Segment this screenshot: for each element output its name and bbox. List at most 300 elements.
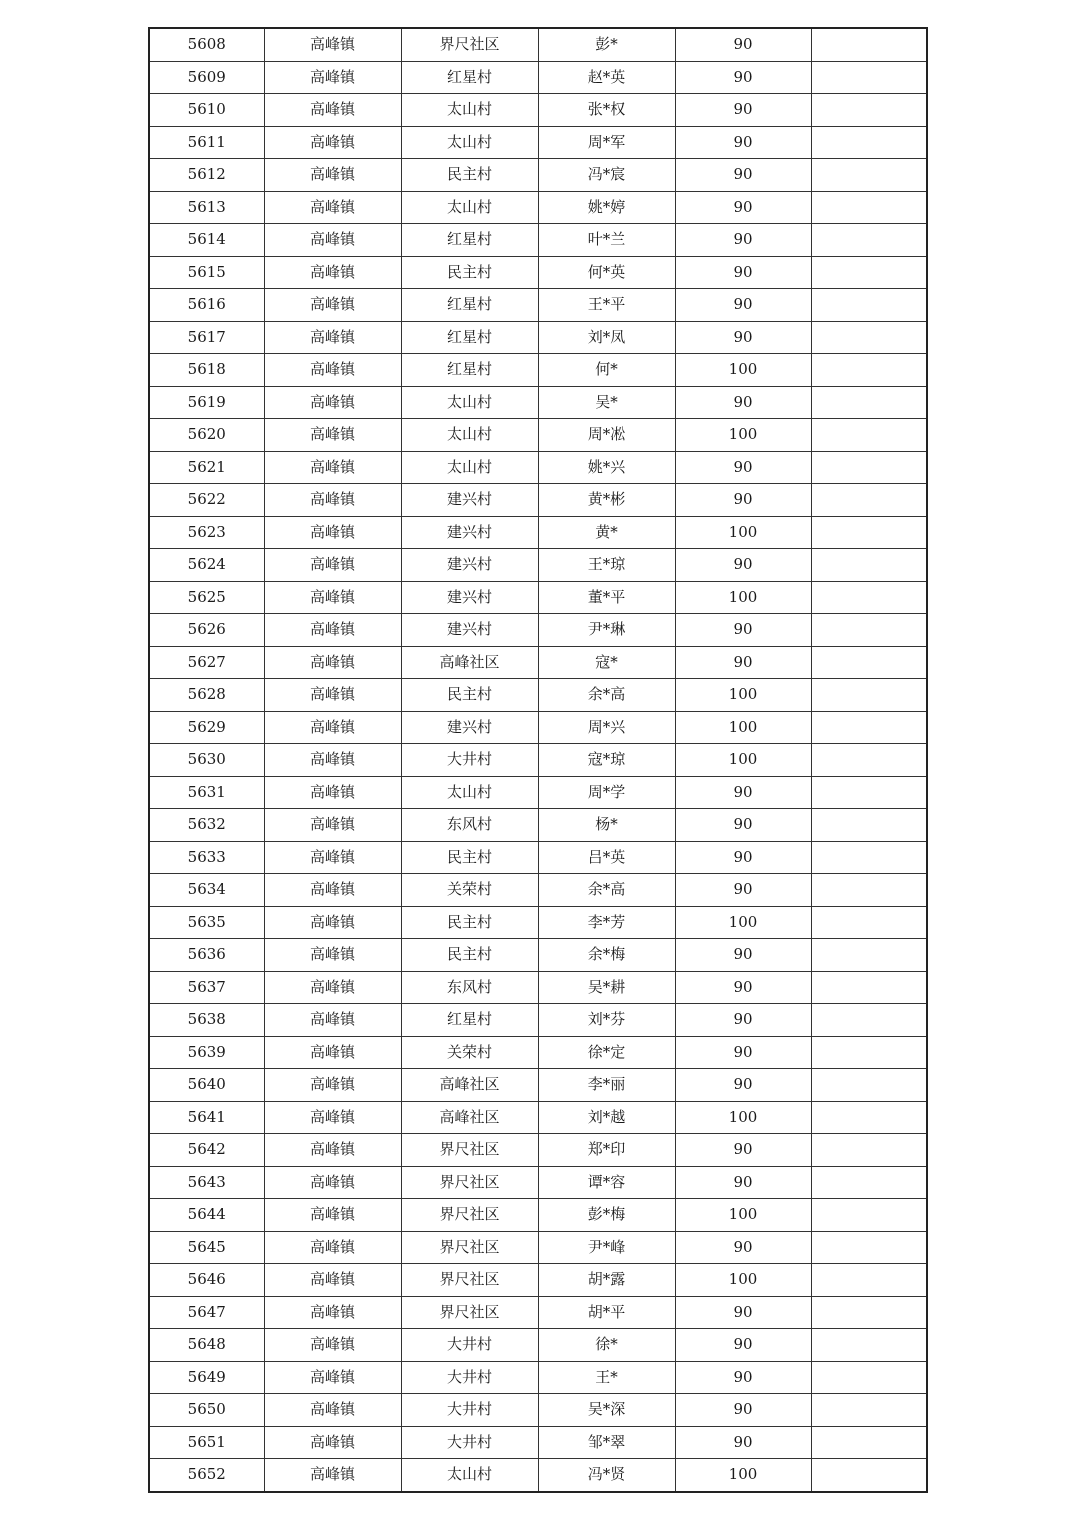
cell-amount: 100	[675, 1459, 811, 1492]
cell-name: 彭*梅	[538, 1199, 675, 1232]
cell-village: 太山村	[401, 126, 538, 159]
cell-note	[811, 386, 927, 419]
cell-amount: 100	[675, 419, 811, 452]
cell-serial-number: 5612	[149, 159, 264, 192]
cell-serial-number: 5635	[149, 906, 264, 939]
cell-name: 吕*英	[538, 841, 675, 874]
table-row	[149, 971, 927, 1004]
cell-village: 民主村	[401, 939, 538, 972]
cell-town: 高峰镇	[264, 1004, 401, 1037]
cell-town: 高峰镇	[264, 1036, 401, 1069]
table-row	[149, 646, 927, 679]
table-row	[149, 874, 927, 907]
cell-note	[811, 28, 927, 61]
cell-name: 刘*芬	[538, 1004, 675, 1037]
cell-note	[811, 1036, 927, 1069]
cell-name: 吴*耕	[538, 971, 675, 1004]
cell-amount: 90	[675, 1329, 811, 1362]
table-row	[149, 321, 927, 354]
cell-name: 徐*定	[538, 1036, 675, 1069]
cell-village: 关荣村	[401, 874, 538, 907]
cell-serial-number: 5643	[149, 1166, 264, 1199]
cell-serial-number: 5630	[149, 744, 264, 777]
table-row	[149, 1394, 927, 1427]
cell-village: 太山村	[401, 191, 538, 224]
cell-serial-number: 5609	[149, 61, 264, 94]
table-row	[149, 419, 927, 452]
table-row	[149, 1296, 927, 1329]
cell-serial-number: 5640	[149, 1069, 264, 1102]
cell-village: 太山村	[401, 1459, 538, 1492]
cell-amount: 90	[675, 614, 811, 647]
table-row	[149, 386, 927, 419]
cell-town: 高峰镇	[264, 1101, 401, 1134]
cell-town: 高峰镇	[264, 28, 401, 61]
cell-amount: 100	[675, 581, 811, 614]
cell-town: 高峰镇	[264, 711, 401, 744]
cell-amount: 90	[675, 484, 811, 517]
table-row	[149, 354, 927, 387]
cell-amount: 90	[675, 224, 811, 257]
table-row	[149, 809, 927, 842]
cell-name: 周*军	[538, 126, 675, 159]
cell-town: 高峰镇	[264, 256, 401, 289]
cell-name: 吴*深	[538, 1394, 675, 1427]
cell-amount: 90	[675, 841, 811, 874]
table-row	[149, 159, 927, 192]
cell-name: 杨*	[538, 809, 675, 842]
cell-town: 高峰镇	[264, 744, 401, 777]
cell-note	[811, 516, 927, 549]
cell-village: 大井村	[401, 1394, 538, 1427]
cell-serial-number: 5617	[149, 321, 264, 354]
table-row	[149, 451, 927, 484]
cell-town: 高峰镇	[264, 94, 401, 127]
table-row	[149, 841, 927, 874]
cell-name: 黄*彬	[538, 484, 675, 517]
table-row	[149, 1166, 927, 1199]
cell-name: 周*兴	[538, 711, 675, 744]
cell-name: 王*琼	[538, 549, 675, 582]
cell-village: 建兴村	[401, 516, 538, 549]
cell-note	[811, 1459, 927, 1492]
table-row	[149, 744, 927, 777]
cell-note	[811, 1426, 927, 1459]
cell-note	[811, 126, 927, 159]
cell-note	[811, 874, 927, 907]
cell-town: 高峰镇	[264, 549, 401, 582]
cell-serial-number: 5628	[149, 679, 264, 712]
cell-town: 高峰镇	[264, 971, 401, 1004]
table-row	[149, 549, 927, 582]
cell-town: 高峰镇	[264, 321, 401, 354]
cell-village: 太山村	[401, 776, 538, 809]
cell-note	[811, 484, 927, 517]
cell-amount: 90	[675, 1166, 811, 1199]
cell-name: 尹*琳	[538, 614, 675, 647]
cell-amount: 90	[675, 1231, 811, 1264]
cell-serial-number: 5625	[149, 581, 264, 614]
cell-note	[811, 549, 927, 582]
cell-village: 红星村	[401, 289, 538, 322]
cell-name: 张*权	[538, 94, 675, 127]
cell-note	[811, 1004, 927, 1037]
cell-amount: 100	[675, 906, 811, 939]
cell-note	[811, 841, 927, 874]
cell-amount: 90	[675, 289, 811, 322]
cell-amount: 90	[675, 159, 811, 192]
cell-village: 大井村	[401, 1361, 538, 1394]
table-row	[149, 1231, 927, 1264]
cell-town: 高峰镇	[264, 874, 401, 907]
cell-serial-number: 5638	[149, 1004, 264, 1037]
cell-village: 高峰社区	[401, 1101, 538, 1134]
table-row	[149, 126, 927, 159]
cell-village: 太山村	[401, 386, 538, 419]
cell-note	[811, 1101, 927, 1134]
cell-serial-number: 5631	[149, 776, 264, 809]
cell-serial-number: 5641	[149, 1101, 264, 1134]
cell-village: 红星村	[401, 321, 538, 354]
cell-village: 红星村	[401, 224, 538, 257]
table-row	[149, 1101, 927, 1134]
cell-village: 界尺社区	[401, 1199, 538, 1232]
cell-name: 王*	[538, 1361, 675, 1394]
table-row	[149, 679, 927, 712]
cell-name: 冯*贤	[538, 1459, 675, 1492]
cell-village: 界尺社区	[401, 1296, 538, 1329]
cell-amount: 100	[675, 679, 811, 712]
cell-town: 高峰镇	[264, 354, 401, 387]
cell-village: 界尺社区	[401, 1264, 538, 1297]
cell-serial-number: 5646	[149, 1264, 264, 1297]
cell-note	[811, 451, 927, 484]
cell-name: 王*平	[538, 289, 675, 322]
cell-note	[811, 61, 927, 94]
cell-town: 高峰镇	[264, 1231, 401, 1264]
cell-serial-number: 5626	[149, 614, 264, 647]
cell-amount: 90	[675, 971, 811, 1004]
cell-amount: 90	[675, 809, 811, 842]
cell-note	[811, 711, 927, 744]
cell-serial-number: 5622	[149, 484, 264, 517]
cell-amount: 90	[675, 321, 811, 354]
table-row	[149, 1199, 927, 1232]
cell-serial-number: 5633	[149, 841, 264, 874]
cell-serial-number: 5613	[149, 191, 264, 224]
cell-village: 太山村	[401, 94, 538, 127]
cell-town: 高峰镇	[264, 1296, 401, 1329]
cell-note	[811, 776, 927, 809]
cell-village: 东风村	[401, 971, 538, 1004]
cell-serial-number: 5614	[149, 224, 264, 257]
cell-town: 高峰镇	[264, 1459, 401, 1492]
cell-town: 高峰镇	[264, 939, 401, 972]
cell-note	[811, 744, 927, 777]
cell-town: 高峰镇	[264, 1329, 401, 1362]
cell-note	[811, 1264, 927, 1297]
cell-name: 姚*兴	[538, 451, 675, 484]
cell-serial-number: 5652	[149, 1459, 264, 1492]
cell-note	[811, 1199, 927, 1232]
cell-name: 周*学	[538, 776, 675, 809]
cell-serial-number: 5615	[149, 256, 264, 289]
cell-serial-number: 5644	[149, 1199, 264, 1232]
cell-town: 高峰镇	[264, 1199, 401, 1232]
cell-name: 冯*宸	[538, 159, 675, 192]
cell-town: 高峰镇	[264, 224, 401, 257]
cell-town: 高峰镇	[264, 679, 401, 712]
cell-name: 余*高	[538, 679, 675, 712]
cell-serial-number: 5636	[149, 939, 264, 972]
cell-town: 高峰镇	[264, 614, 401, 647]
table-row	[149, 1134, 927, 1167]
cell-village: 建兴村	[401, 711, 538, 744]
cell-village: 红星村	[401, 1004, 538, 1037]
cell-name: 赵*英	[538, 61, 675, 94]
cell-town: 高峰镇	[264, 1166, 401, 1199]
cell-serial-number: 5649	[149, 1361, 264, 1394]
cell-amount: 90	[675, 1036, 811, 1069]
table-row	[149, 939, 927, 972]
cell-village: 民主村	[401, 906, 538, 939]
table-row	[149, 711, 927, 744]
cell-amount: 90	[675, 874, 811, 907]
cell-town: 高峰镇	[264, 386, 401, 419]
cell-town: 高峰镇	[264, 126, 401, 159]
cell-village: 民主村	[401, 159, 538, 192]
cell-town: 高峰镇	[264, 419, 401, 452]
cell-note	[811, 191, 927, 224]
cell-note	[811, 809, 927, 842]
cell-town: 高峰镇	[264, 191, 401, 224]
cell-village: 高峰社区	[401, 646, 538, 679]
cell-village: 界尺社区	[401, 1166, 538, 1199]
cell-name: 徐*	[538, 1329, 675, 1362]
cell-amount: 100	[675, 1199, 811, 1232]
cell-amount: 90	[675, 61, 811, 94]
table-row	[149, 484, 927, 517]
cell-serial-number: 5647	[149, 1296, 264, 1329]
cell-serial-number: 5648	[149, 1329, 264, 1362]
cell-village: 民主村	[401, 841, 538, 874]
cell-serial-number: 5610	[149, 94, 264, 127]
table-row	[149, 61, 927, 94]
cell-village: 红星村	[401, 354, 538, 387]
table-row	[149, 906, 927, 939]
cell-amount: 90	[675, 1394, 811, 1427]
cell-amount: 100	[675, 1101, 811, 1134]
cell-village: 民主村	[401, 679, 538, 712]
cell-serial-number: 5620	[149, 419, 264, 452]
cell-note	[811, 1069, 927, 1102]
cell-name: 邹*翠	[538, 1426, 675, 1459]
cell-name: 周*凇	[538, 419, 675, 452]
cell-name: 寇*	[538, 646, 675, 679]
cell-name: 谭*容	[538, 1166, 675, 1199]
cell-amount: 90	[675, 1069, 811, 1102]
cell-note	[811, 159, 927, 192]
cell-note	[811, 321, 927, 354]
cell-name: 董*平	[538, 581, 675, 614]
cell-village: 太山村	[401, 451, 538, 484]
cell-amount: 90	[675, 1134, 811, 1167]
cell-name: 刘*凤	[538, 321, 675, 354]
roster-table-body	[149, 28, 927, 1492]
cell-amount: 90	[675, 646, 811, 679]
cell-serial-number: 5619	[149, 386, 264, 419]
cell-amount: 100	[675, 354, 811, 387]
cell-amount: 90	[675, 256, 811, 289]
cell-amount: 90	[675, 28, 811, 61]
cell-serial-number: 5651	[149, 1426, 264, 1459]
table-row	[149, 224, 927, 257]
cell-amount: 90	[675, 939, 811, 972]
cell-serial-number: 5637	[149, 971, 264, 1004]
cell-name: 胡*露	[538, 1264, 675, 1297]
cell-note	[811, 1231, 927, 1264]
cell-name: 何*英	[538, 256, 675, 289]
cell-serial-number: 5608	[149, 28, 264, 61]
cell-serial-number: 5621	[149, 451, 264, 484]
cell-amount: 90	[675, 1004, 811, 1037]
cell-note	[811, 94, 927, 127]
cell-name: 吴*	[538, 386, 675, 419]
cell-name: 黄*	[538, 516, 675, 549]
cell-serial-number: 5645	[149, 1231, 264, 1264]
cell-amount: 90	[675, 1296, 811, 1329]
cell-town: 高峰镇	[264, 289, 401, 322]
cell-amount: 100	[675, 1264, 811, 1297]
cell-note	[811, 939, 927, 972]
cell-town: 高峰镇	[264, 1426, 401, 1459]
cell-village: 界尺社区	[401, 1134, 538, 1167]
cell-note	[811, 1296, 927, 1329]
cell-village: 界尺社区	[401, 1231, 538, 1264]
table-row	[149, 1069, 927, 1102]
cell-town: 高峰镇	[264, 1134, 401, 1167]
cell-note	[811, 419, 927, 452]
cell-serial-number: 5642	[149, 1134, 264, 1167]
cell-name: 胡*平	[538, 1296, 675, 1329]
cell-note	[811, 581, 927, 614]
cell-amount: 90	[675, 1426, 811, 1459]
cell-note	[811, 1394, 927, 1427]
cell-town: 高峰镇	[264, 1394, 401, 1427]
cell-name: 余*梅	[538, 939, 675, 972]
cell-note	[811, 1329, 927, 1362]
cell-town: 高峰镇	[264, 1264, 401, 1297]
cell-name: 彭*	[538, 28, 675, 61]
table-row	[149, 191, 927, 224]
cell-village: 关荣村	[401, 1036, 538, 1069]
cell-name: 李*芳	[538, 906, 675, 939]
cell-name: 刘*越	[538, 1101, 675, 1134]
cell-note	[811, 289, 927, 322]
cell-serial-number: 5629	[149, 711, 264, 744]
cell-serial-number: 5611	[149, 126, 264, 159]
table-row	[149, 94, 927, 127]
table-row	[149, 516, 927, 549]
roster-table	[148, 27, 928, 1493]
cell-town: 高峰镇	[264, 61, 401, 94]
cell-name: 叶*兰	[538, 224, 675, 257]
cell-serial-number: 5639	[149, 1036, 264, 1069]
cell-note	[811, 614, 927, 647]
cell-village: 太山村	[401, 419, 538, 452]
cell-amount: 90	[675, 776, 811, 809]
cell-amount: 100	[675, 516, 811, 549]
table-row	[149, 256, 927, 289]
cell-village: 红星村	[401, 61, 538, 94]
cell-amount: 90	[675, 549, 811, 582]
table-row	[149, 1036, 927, 1069]
table-row	[149, 581, 927, 614]
cell-town: 高峰镇	[264, 581, 401, 614]
cell-amount: 90	[675, 451, 811, 484]
cell-note	[811, 1134, 927, 1167]
cell-serial-number: 5627	[149, 646, 264, 679]
cell-name: 尹*峰	[538, 1231, 675, 1264]
cell-note	[811, 1166, 927, 1199]
cell-serial-number: 5632	[149, 809, 264, 842]
cell-village: 东风村	[401, 809, 538, 842]
cell-town: 高峰镇	[264, 646, 401, 679]
cell-serial-number: 5650	[149, 1394, 264, 1427]
cell-serial-number: 5634	[149, 874, 264, 907]
cell-town: 高峰镇	[264, 159, 401, 192]
table-row	[149, 28, 927, 61]
cell-note	[811, 256, 927, 289]
cell-note	[811, 224, 927, 257]
cell-town: 高峰镇	[264, 906, 401, 939]
cell-village: 大井村	[401, 1426, 538, 1459]
cell-note	[811, 906, 927, 939]
cell-town: 高峰镇	[264, 1361, 401, 1394]
cell-village: 大井村	[401, 1329, 538, 1362]
cell-village: 建兴村	[401, 549, 538, 582]
cell-amount: 90	[675, 191, 811, 224]
cell-amount: 90	[675, 126, 811, 159]
cell-name: 寇*琼	[538, 744, 675, 777]
cell-town: 高峰镇	[264, 809, 401, 842]
cell-village: 建兴村	[401, 484, 538, 517]
cell-town: 高峰镇	[264, 841, 401, 874]
table-row	[149, 1426, 927, 1459]
cell-amount: 100	[675, 744, 811, 777]
cell-note	[811, 646, 927, 679]
cell-name: 余*高	[538, 874, 675, 907]
cell-serial-number: 5623	[149, 516, 264, 549]
cell-village: 高峰社区	[401, 1069, 538, 1102]
table-row	[149, 614, 927, 647]
cell-note	[811, 1361, 927, 1394]
cell-town: 高峰镇	[264, 776, 401, 809]
cell-village: 建兴村	[401, 614, 538, 647]
cell-village: 大井村	[401, 744, 538, 777]
cell-amount: 90	[675, 94, 811, 127]
cell-town: 高峰镇	[264, 1069, 401, 1102]
cell-town: 高峰镇	[264, 484, 401, 517]
cell-village: 民主村	[401, 256, 538, 289]
cell-name: 何*	[538, 354, 675, 387]
cell-note	[811, 971, 927, 1004]
table-row	[149, 289, 927, 322]
cell-name: 郑*印	[538, 1134, 675, 1167]
cell-village: 界尺社区	[401, 28, 538, 61]
table-row	[149, 1361, 927, 1394]
cell-amount: 90	[675, 386, 811, 419]
